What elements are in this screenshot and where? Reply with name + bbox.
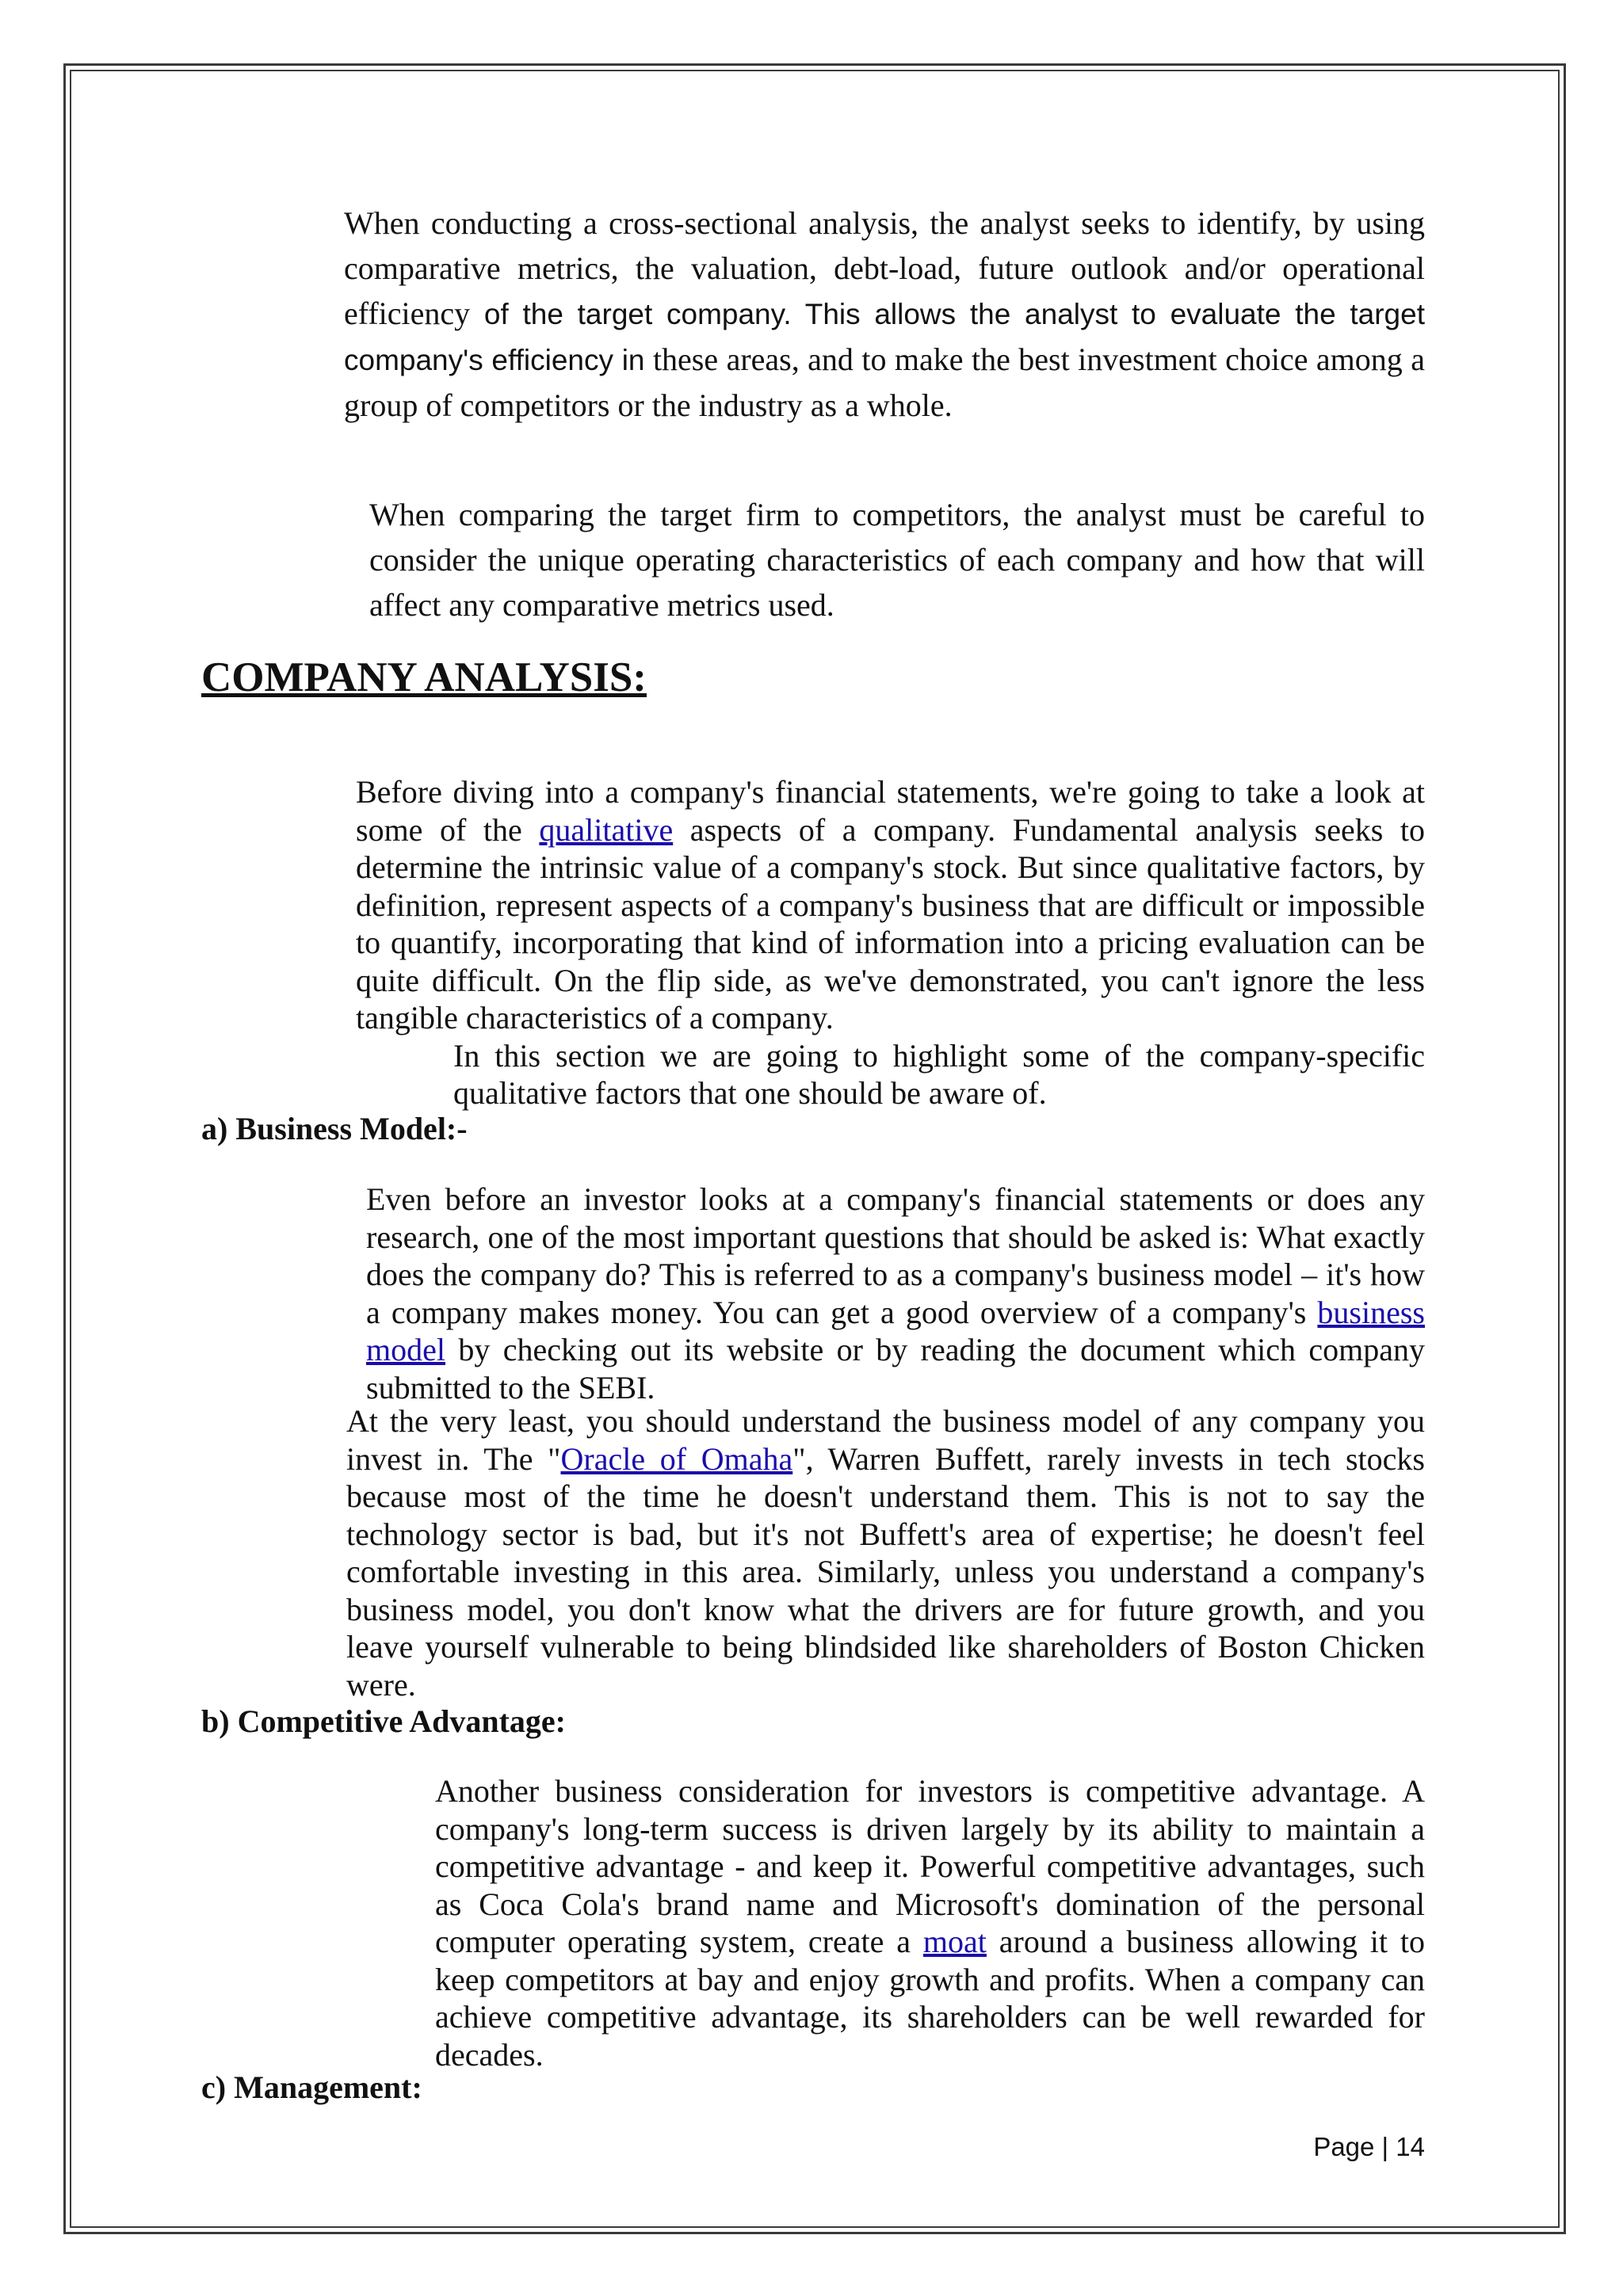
moat-link[interactable]: moat: [922, 1924, 987, 1959]
comparison-paragraph-block: [201, 492, 1425, 627]
company-analysis-intro: [201, 773, 1425, 1112]
competitive-advantage-paragraph: Another business consideration for investors is competitive advantage. A company's long-term success is driven largely by its ability to maintain a competitive advantage - and keep it. Powerful competitive advantages, such as Coca Cola's brand name and Microsoft's domination of the personal computer operating system, create a moat around a business allowing it to keep competitors at bay and enjoy growth and profits. When a company can achieve competitive advantage, its shareholders can be well rewarded for decades.: [435, 1773, 1425, 2073]
management-heading-block: [201, 2068, 1425, 2107]
competitive-advantage-heading-block: [201, 1702, 1425, 1741]
intro-paragraph: [201, 200, 1425, 428]
oracle-of-omaha-link[interactable]: Oracle of Omaha: [560, 1440, 793, 1477]
business-model-heading-block: [201, 1109, 1425, 1149]
management-heading: c) Management:: [201, 2069, 422, 2105]
competitive-advantage-heading: b) Competitive Advantage:: [201, 1703, 566, 1739]
section-heading: COMPANY ANALYSIS:: [201, 654, 647, 700]
qualitative-paragraph: Before diving into a company's financial statements, we're going to take a look at some of the qualitative aspects of a company. Fundamental analysis seeks to determine the intrinsic value of a company's stock. But since qualitative factors, by definition, represent aspects of a company's business that are difficult or impossible to quantify, incorporating that kind of information into a pricing evaluation can be quite difficult. On the flip side, as we've demonstrated, you can't ignore the less tangible characteristics of a company.: [356, 774, 1425, 1035]
business-model-paragraph-2: At the very least, you should understand the business model of any company you invest in. The "Oracle of Omaha", Warren Buffett, rarely invests in tech stocks because most of the time he doesn't understand them. This is not to say the technology sector is bad, but it's not Buffett's area of expertise; he doesn't feel comfortable investing in this area. Similarly, unless you understand a company's business model, you don't know what the drivers are for future growth, and you leave yourself vulnerable to being blindsided like shareholders of Boston Chicken were.: [346, 1403, 1425, 1703]
business-model-heading: a) Business Model:-: [201, 1111, 468, 1146]
qualitative-paragraph-cont: In this section we are going to highlight some of the company-specific qualitative factors that one should be aware of.: [453, 1037, 1425, 1111]
business-model-link[interactable]: business model: [366, 1294, 1425, 1367]
competitive-advantage-para-block: [201, 1772, 1425, 2073]
cross-sectional-paragraph: When conducting a cross-sectional analysis, the analyst seeks to identify, by using comparative metrics, the valuation, debt-load, future outlook and/or operational efficiency of the target company. This allows the analyst to evaluate the target company's efficiency in these areas, and to make the best investment choice among a group of competitors or the industry as a whole.: [344, 205, 1425, 423]
business-model-para1-block: [201, 1180, 1425, 1406]
comparison-paragraph: When comparing the target firm to competitors, the analyst must be careful to consider the unique operating characteristics of each company and how that will affect any comparative metrics used.: [369, 497, 1425, 623]
business-model-paragraph-1: Even before an investor looks at a company's financial statements or does any research, one of the most important questions that should be asked is: What exactly does the company do? This is referred to as a company's business model – it's how a company makes money. You can get a good overview of a company's business model by checking out its website or by reading the document which company submitted to the SEBI.: [366, 1181, 1425, 1405]
page-number: Page | 14: [1313, 2132, 1425, 2161]
business-model-para2-block: [201, 1402, 1425, 1703]
qualitative-link[interactable]: qualitative: [539, 811, 674, 848]
